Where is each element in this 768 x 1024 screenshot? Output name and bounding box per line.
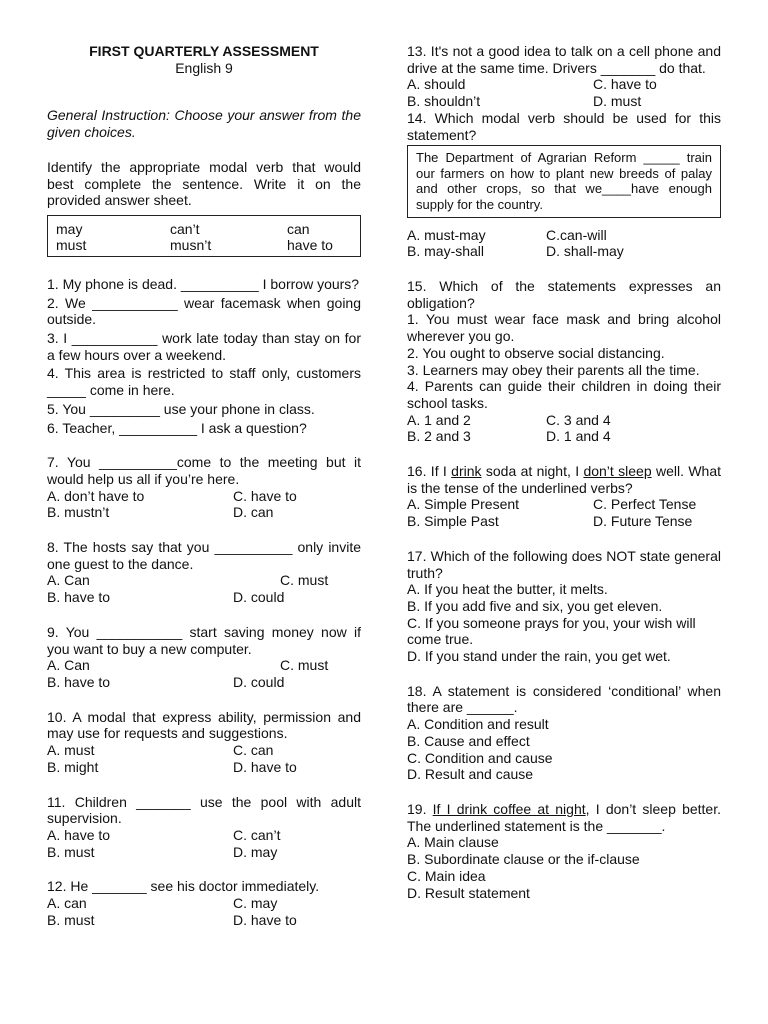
question-3: 3. I ___________ work late today than stay on for a few hours over a weekend. <box>47 330 361 363</box>
question-19-pre: 19. <box>407 800 433 817</box>
question-10-text: 10. A modal that express ability, permission and may use for requests and suggestions. <box>47 708 361 742</box>
question-14-statement-box: The Department of Agrarian Reform _____ train our farmers on how to plant new breeds of palay and other crops, so that we____have enough supply for the country. <box>407 145 721 217</box>
question-16-choices <box>407 496 721 529</box>
word-box-row <box>56 221 352 238</box>
statement-3: 3. Learners may obey their parents all the time. <box>407 361 700 378</box>
choice-c: C. can’t <box>233 826 281 843</box>
word-option: musn’t <box>170 237 212 254</box>
choice-d: D. could <box>233 589 285 606</box>
question-17-choices <box>407 581 721 665</box>
question-14-choices <box>407 227 721 260</box>
question-16 <box>407 463 721 530</box>
choice-b: B. might <box>47 758 99 775</box>
word-option: have to <box>287 237 333 254</box>
choice-d: D. could <box>233 673 285 690</box>
question-15-text: 15. Which of the statements expresses an obligation? <box>407 278 721 311</box>
question-7-choices <box>47 488 361 521</box>
word-option: must <box>56 237 87 254</box>
choice-d: D. have to <box>233 911 297 928</box>
question-4: 4. This area is restricted to staff only, customers _____ come in here. <box>47 365 361 399</box>
choice-b: B. have to <box>47 589 111 606</box>
question-7 <box>47 454 361 521</box>
choice-d: D. shall-may <box>546 243 624 260</box>
question-10 <box>47 709 361 776</box>
question-18-text: 18. A statement is considered ‘conditional’ when there are ______. <box>407 682 721 716</box>
page-title: FIRST QUARTERLY ASSESSMENT <box>89 43 319 59</box>
choice-a: A. Can <box>47 572 90 589</box>
choice-a: A. have to <box>47 826 111 843</box>
question-1: 1. My phone is dead. __________ I borrow yours? <box>47 275 360 292</box>
question-17-text: 17. Which of the following does NOT state general truth? <box>407 547 721 581</box>
question-16-post: well. What is the tense of the underlined verbs? <box>407 463 721 496</box>
choice-b: B. If you add five and six, you get eleven. <box>407 597 663 614</box>
question-13-choices <box>407 76 721 109</box>
choice-a: A. Simple Present <box>407 496 520 513</box>
choice-b: B. have to <box>47 673 111 690</box>
general-instruction: General Instruction: Choose your answer from the given choices. <box>47 107 361 141</box>
word-option: can’t <box>170 220 200 237</box>
question-12 <box>47 878 361 928</box>
directions-text: Identify the appropriate modal verb that would best complete the sentence. Write it on the provided answer sheet. <box>47 158 361 209</box>
question-7-text: 7. You __________come to the meeting but it would help us all if you’re here. <box>47 454 361 487</box>
question-8 <box>47 539 361 606</box>
choice-c: C. Main idea <box>407 867 486 884</box>
question-2: 2. We ___________ wear facemask when going outside. <box>47 294 361 328</box>
question-11 <box>47 794 361 861</box>
question-16-mid: soda at night, I <box>481 463 584 480</box>
underlined-clause: If I drink coffee at night <box>432 800 586 817</box>
question-9-text: 9. You ___________ start saving money now if you want to buy a new computer. <box>47 623 361 657</box>
underlined-verb: don’t sleep <box>583 463 652 480</box>
choice-c: C. must <box>280 572 329 589</box>
choice-c: C. have to <box>593 76 657 93</box>
question-19-text <box>407 801 721 834</box>
question-14 <box>407 110 721 260</box>
choice-d: D. may <box>233 843 278 860</box>
choice-b: B. Subordinate clause or the if-clause <box>407 851 640 868</box>
choice-d: D. can <box>233 504 274 521</box>
choice-d: D. If you stand under the rain, you get wet. <box>407 648 671 665</box>
choice-a: A. can <box>47 895 87 912</box>
question-9 <box>47 624 361 691</box>
question-14-text: 14. Which modal verb should be used for this statement? <box>407 109 721 143</box>
statement-1: 1. You must wear face mask and bring alcohol wherever you go. <box>407 311 721 345</box>
choice-d: D. must <box>593 93 642 110</box>
question-17 <box>407 548 721 665</box>
question-10-choices <box>47 742 361 775</box>
question-8-text: 8. The hosts say that you __________ only invite one guest to the dance. <box>47 539 361 572</box>
question-11-choices <box>47 827 361 860</box>
choice-c: C. may <box>233 895 278 912</box>
statement-4: 4. Parents can guide their children in doing their school tasks. <box>407 378 721 411</box>
choice-c: C. have to <box>233 487 297 504</box>
choice-c: C.can-will <box>546 226 607 243</box>
choice-a: A. must <box>47 742 95 759</box>
choice-a: A. should <box>407 76 466 93</box>
choice-d: D. Future Tense <box>593 513 693 530</box>
right-column <box>407 43 721 901</box>
question-8-choices <box>47 572 361 605</box>
question-19-choices <box>407 834 721 901</box>
choice-a: A. Can <box>47 657 90 674</box>
choice-b: B. may-shall <box>407 243 485 260</box>
choice-b: B. shouldn’t <box>407 93 481 110</box>
question-9-choices <box>47 657 361 690</box>
choice-a: A. Main clause <box>407 834 499 851</box>
choice-c: C. Perfect Tense <box>593 496 697 513</box>
question-15-choices <box>407 412 721 445</box>
question-16-pre: 16. If I <box>407 463 452 480</box>
question-18-choices <box>407 716 721 783</box>
question-16-text <box>407 463 721 496</box>
page-subtitle: English 9 <box>175 59 233 76</box>
question-5: 5. You _________ use your phone in class. <box>47 400 315 417</box>
question-13-text: 13. It's not a good idea to talk on a cell phone and drive at the same time. Drivers _______ do that. <box>407 43 721 76</box>
choice-a: A. If you heat the butter, it melts. <box>407 581 608 598</box>
question-6: 6. Teacher, __________ I ask a question? <box>47 419 307 436</box>
question-12-text: 12. He _______ see his doctor immediately. <box>47 878 320 895</box>
choice-b: B. must <box>47 911 95 928</box>
choice-b: B. mustn’t <box>47 504 110 521</box>
underlined-verb: drink <box>451 463 482 480</box>
word-box-row <box>56 237 352 254</box>
left-column <box>47 43 361 928</box>
choice-c: C. Condition and cause <box>407 749 553 766</box>
question-19-post: , I don’t sleep better. The underlined statement is the _______. <box>407 800 721 834</box>
question-13 <box>407 43 721 110</box>
choice-a: A. Condition and result <box>407 716 549 733</box>
choice-d: D. Result and cause <box>407 766 534 783</box>
choice-c: C. can <box>233 742 274 759</box>
question-15 <box>407 278 721 445</box>
choice-b: B. must <box>47 843 95 860</box>
choice-d: D. have to <box>233 758 297 775</box>
choice-b: B. Cause and effect <box>407 732 530 749</box>
choice-b: B. 2 and 3 <box>407 428 471 445</box>
choice-a: A. don’t have to <box>47 487 145 504</box>
question-11-text: 11. Children _______ use the pool with adult supervision. <box>47 793 361 827</box>
statement-2: 2. You ought to observe social distancing. <box>407 344 665 361</box>
choice-c: C. must <box>280 657 329 674</box>
choice-b: B. Simple Past <box>407 513 499 530</box>
choice-d: D. Result statement <box>407 884 530 901</box>
question-18 <box>407 683 721 783</box>
question-12-choices <box>47 895 361 928</box>
modal-word-box <box>47 215 361 257</box>
choice-c: C. If you someone prays for you, your wish will come true. <box>407 614 696 648</box>
choice-c: C. 3 and 4 <box>546 411 611 428</box>
choice-d: D. 1 and 4 <box>546 428 611 445</box>
choice-a: A. must-may <box>407 226 486 243</box>
word-option: may <box>56 220 83 237</box>
choice-a: A. 1 and 2 <box>407 411 471 428</box>
word-option: can <box>287 220 310 237</box>
question-19 <box>407 801 721 901</box>
